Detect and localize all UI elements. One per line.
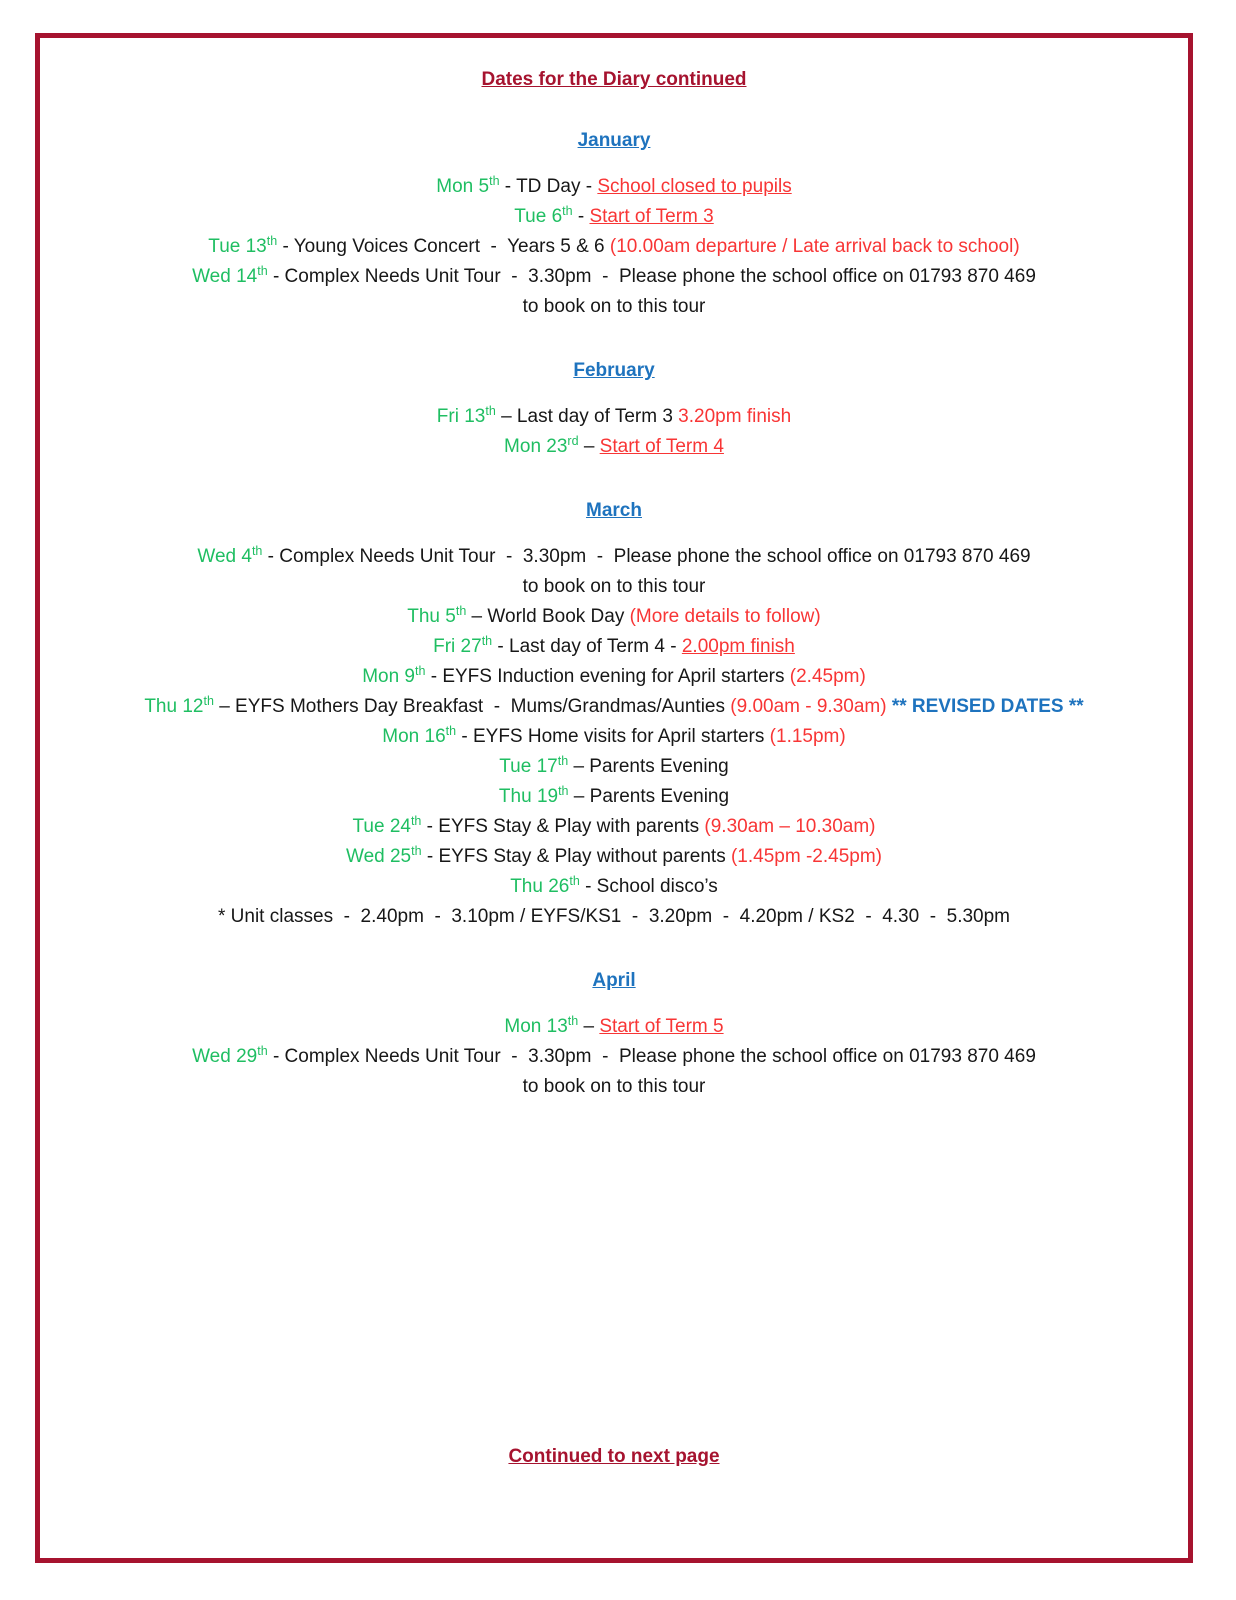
text-segment: Thu 5 (407, 606, 456, 627)
diary-line (40, 542, 1188, 572)
diary-line (40, 602, 1188, 632)
ordinal-suffix: th (257, 264, 268, 278)
text-segment: – World Book Day (466, 606, 630, 627)
text-segment: – EYFS Mothers Day Breakfast - Mums/Grandmas/Aunties (213, 696, 731, 717)
ordinal-suffix: th (251, 544, 263, 558)
text-segment: - (572, 206, 590, 227)
text-segment: Start of Term 3 (589, 206, 714, 227)
diary-line (40, 812, 1188, 842)
sections (40, 129, 1188, 1102)
text-segment: to book on to this tour (522, 296, 706, 317)
text-segment: – Parents Evening (568, 786, 730, 807)
ordinal-suffix: th (415, 664, 426, 678)
diary-line (40, 872, 1188, 902)
text-segment: ** REVISED DATES ** (886, 696, 1084, 717)
diary-line (40, 202, 1188, 232)
ordinal-suffix: th (411, 844, 422, 858)
text-segment: – Parents Evening (568, 756, 729, 777)
text-segment: Mon 5 (436, 176, 490, 197)
text-segment: - Complex Needs Unit Tour - 3.30pm - Please phone the school office on 01793 870 469 (262, 546, 1031, 567)
ordinal-suffix: th (569, 874, 580, 888)
text-segment: - Last day of Term 4 - (492, 636, 682, 657)
text-segment: Start of Term 4 (599, 436, 724, 457)
section-lines (40, 172, 1188, 322)
ordinal-suffix: th (455, 604, 467, 618)
diary-line (40, 752, 1188, 782)
section-lines (40, 402, 1188, 462)
text-segment: (2.45pm) (789, 666, 866, 687)
text-segment: Wed 14 (192, 266, 258, 287)
diary-line (40, 232, 1188, 262)
text-segment: – (578, 1016, 600, 1037)
text-segment: - EYFS Home visits for April starters (456, 726, 770, 747)
text-segment: (9.00am - 9.30am) (730, 696, 887, 717)
diary-line (40, 842, 1188, 872)
text-segment: 3.20pm finish (678, 406, 792, 427)
section-lines (40, 1012, 1188, 1102)
ordinal-suffix: th (257, 1044, 268, 1058)
diary-line (40, 632, 1188, 662)
month-heading: March (586, 500, 642, 521)
diary-line (40, 432, 1188, 462)
month-heading: April (592, 970, 636, 991)
text-segment: Mon 23 (504, 436, 568, 457)
ordinal-suffix: th (562, 204, 573, 218)
text-segment: - EYFS Induction evening for April starters (425, 666, 790, 687)
diary-line (40, 662, 1188, 692)
text-segment: (1.15pm) (769, 726, 846, 747)
diary-line (40, 572, 1188, 602)
text-segment: 2.00pm finish (681, 636, 795, 657)
ordinal-suffix: th (481, 634, 493, 648)
diary-line (40, 402, 1188, 432)
text-segment: (10.00am departure / Late arrival back to school) (609, 236, 1020, 257)
ordinal-suffix: th (266, 234, 278, 248)
page-border (35, 33, 1193, 1563)
text-segment: Thu 26 (510, 876, 570, 897)
text-segment: Fri 13 (436, 406, 486, 427)
text-segment: Tue 17 (499, 756, 558, 777)
text-segment: Thu 19 (498, 786, 559, 807)
ordinal-suffix: rd (567, 434, 579, 448)
ordinal-suffix: th (410, 814, 422, 828)
page-content (40, 38, 1188, 1558)
diary-line (40, 1072, 1188, 1102)
text-segment: Start of Term 5 (599, 1016, 724, 1037)
month-heading: January (577, 130, 651, 151)
text-segment: - Complex Needs Unit Tour - 3.30pm - Please phone the school office on 01793 870 469 (267, 1046, 1036, 1067)
ordinal-suffix: th (557, 754, 569, 768)
diary-line (40, 722, 1188, 752)
text-segment: - EYFS Stay & Play without parents (421, 846, 731, 867)
continued-note: Continued to next page (508, 1446, 720, 1467)
diary-line (40, 782, 1188, 812)
text-segment: - Complex Needs Unit Tour - 3.30pm - Please phone the school office on 01793 870 469 (267, 266, 1036, 287)
diary-line (40, 1012, 1188, 1042)
text-segment: - School disco’s (579, 876, 718, 897)
diary-line (40, 692, 1188, 722)
text-segment: to book on to this tour (522, 1076, 706, 1097)
text-segment: School closed to pupils (597, 176, 792, 197)
text-segment: Mon 16 (382, 726, 446, 747)
ordinal-suffix: th (445, 724, 457, 738)
diary-line (40, 1042, 1188, 1072)
text-segment: Fri 27 (433, 636, 482, 657)
text-segment: Mon 13 (504, 1016, 568, 1037)
text-segment: Tue 24 (352, 816, 411, 837)
ordinal-suffix: th (485, 404, 496, 418)
month-heading: February (573, 360, 655, 381)
text-segment: Tue 13 (208, 236, 267, 257)
text-segment: - EYFS Stay & Play with parents (421, 816, 705, 837)
text-segment: – (578, 436, 600, 457)
ordinal-suffix: th (489, 174, 500, 188)
ordinal-suffix: th (567, 1014, 579, 1028)
diary-line (40, 172, 1188, 202)
text-segment: (More details to follow) (629, 606, 821, 627)
section-lines (40, 542, 1188, 932)
text-segment: * Unit classes - 2.40pm - 3.10pm / EYFS/KS1 - 3.20pm - 4.20pm / KS2 - 4.30 - 5.30pm (218, 906, 1010, 927)
diary-line (40, 292, 1188, 322)
text-segment: (9.30am – 10.30am) (704, 816, 876, 837)
page-title: Dates for the Diary continued (481, 69, 747, 90)
text-segment: - Young Voices Concert - Years 5 & 6 (277, 236, 610, 257)
ordinal-suffix: th (203, 694, 214, 708)
text-segment: Thu 12 (144, 696, 204, 717)
text-segment: Mon 9 (362, 666, 415, 687)
text-segment: - TD Day - (499, 176, 598, 197)
text-segment: – Last day of Term 3 (495, 406, 679, 427)
ordinal-suffix: th (558, 784, 569, 798)
text-segment: to book on to this tour (522, 576, 706, 597)
text-segment: (1.45pm -2.45pm) (730, 846, 882, 867)
text-segment: Wed 4 (197, 546, 252, 567)
text-segment: Wed 29 (192, 1046, 258, 1067)
diary-line (40, 902, 1188, 932)
diary-line (40, 262, 1188, 292)
text-segment: Tue 6 (514, 206, 563, 227)
text-segment: Wed 25 (345, 846, 412, 867)
